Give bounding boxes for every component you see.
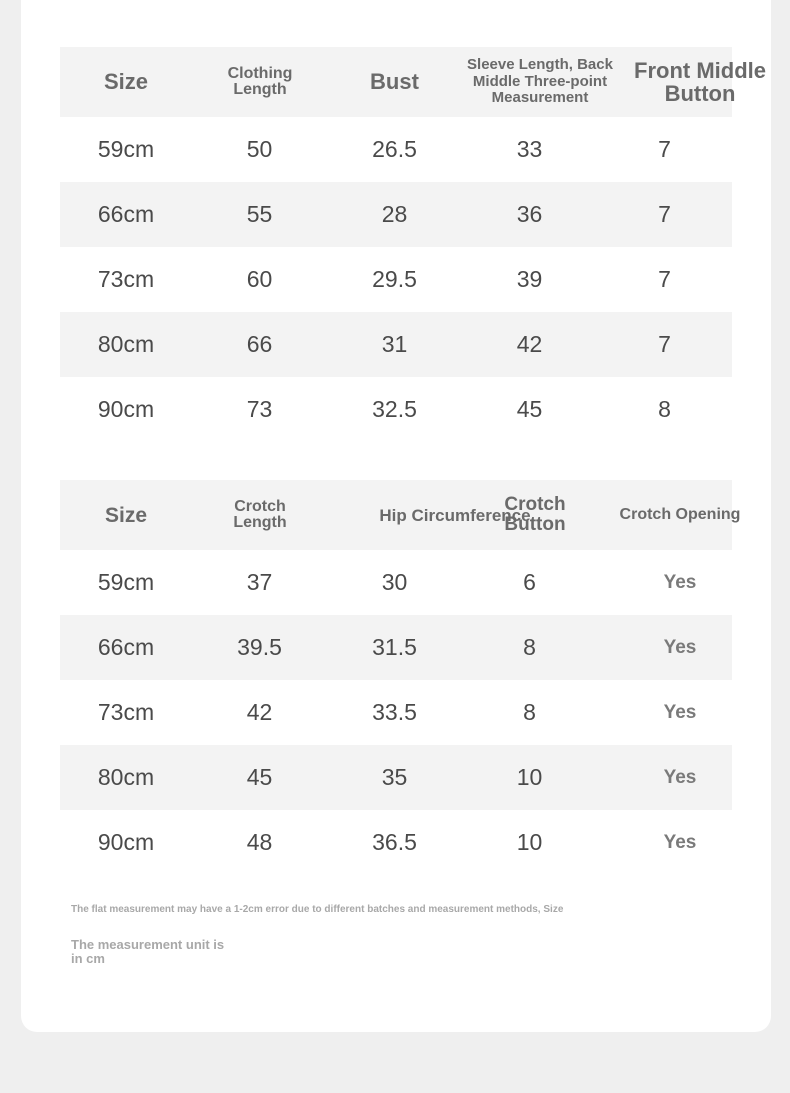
sleeve-length-cell: 33 bbox=[516, 136, 543, 162]
size-cell: 90cm bbox=[97, 829, 155, 855]
table-row bbox=[60, 247, 732, 312]
bust-cell: 26.5 bbox=[372, 136, 417, 162]
crotch-button-cell: 8 bbox=[523, 634, 536, 660]
size-cell: 59cm bbox=[97, 136, 155, 162]
size-cell: 80cm bbox=[97, 764, 155, 790]
bust-cell: 32.5 bbox=[372, 396, 417, 422]
crotch-length-cell: 45 bbox=[246, 764, 273, 790]
bottom-size-table bbox=[60, 480, 741, 875]
header-crotch-button: Crotch Button bbox=[504, 494, 566, 535]
clothing-length-cell: 73 bbox=[246, 396, 273, 422]
front-button-cell: 8 bbox=[658, 396, 671, 422]
crotch-opening-cell: Yes bbox=[663, 766, 697, 788]
measurement-unit-note: The measurement unit is in cm bbox=[71, 937, 225, 966]
crotch-button-cell: 6 bbox=[523, 569, 536, 595]
top-size-table bbox=[60, 47, 766, 442]
sleeve-length-cell: 42 bbox=[516, 331, 543, 357]
size-cell: 90cm bbox=[97, 396, 155, 422]
table-row bbox=[60, 680, 732, 745]
table-header-row bbox=[60, 480, 741, 550]
front-button-cell: 7 bbox=[658, 136, 671, 162]
crotch-length-cell: 48 bbox=[246, 829, 273, 855]
clothing-length-cell: 55 bbox=[246, 201, 273, 227]
crotch-button-cell: 8 bbox=[523, 699, 536, 725]
hip-circumference-cell: 30 bbox=[381, 569, 408, 595]
crotch-button-cell: 10 bbox=[516, 764, 543, 790]
bust-cell: 31 bbox=[381, 331, 408, 357]
size-cell: 59cm bbox=[97, 569, 155, 595]
crotch-button-cell: 10 bbox=[516, 829, 543, 855]
header-bust: Bust bbox=[370, 69, 419, 94]
crotch-length-cell: 37 bbox=[246, 569, 273, 595]
clothing-length-cell: 60 bbox=[246, 266, 273, 292]
header-crotch-length: Crotch Length bbox=[233, 498, 287, 531]
table-row bbox=[60, 377, 732, 442]
table-row bbox=[60, 615, 732, 680]
hip-circumference-cell: 31.5 bbox=[372, 634, 417, 660]
size-cell: 66cm bbox=[97, 201, 155, 227]
size-cell: 80cm bbox=[97, 331, 155, 357]
bust-cell: 29.5 bbox=[372, 266, 417, 292]
front-button-cell: 7 bbox=[658, 331, 671, 357]
front-button-cell: 7 bbox=[658, 201, 671, 227]
sleeve-length-cell: 36 bbox=[516, 201, 543, 227]
table-row bbox=[60, 182, 732, 247]
header-clothing-length: Clothing Length bbox=[227, 65, 293, 98]
header-size: Size bbox=[103, 69, 149, 94]
header-front-middle-button: Front Middle Button bbox=[634, 57, 766, 106]
clothing-length-cell: 50 bbox=[246, 136, 273, 162]
header-size: Size bbox=[104, 503, 148, 527]
table-row bbox=[60, 810, 732, 875]
table-row bbox=[60, 745, 732, 810]
size-cell: 66cm bbox=[97, 634, 155, 660]
front-button-cell: 7 bbox=[658, 266, 671, 292]
hip-circumference-cell: 35 bbox=[381, 764, 408, 790]
table-row bbox=[60, 312, 732, 377]
bust-cell: 28 bbox=[381, 201, 408, 227]
crotch-opening-cell: Yes bbox=[663, 636, 697, 658]
table-header-row bbox=[60, 47, 766, 117]
measurement-error-note: The flat measurement may have a 1-2cm error due to different batches and measurement methods, Size bbox=[71, 904, 564, 915]
header-sleeve-length: Sleeve Length, Back Middle Three-point Measurement bbox=[467, 55, 613, 107]
crotch-opening-cell: Yes bbox=[663, 701, 697, 723]
crotch-length-cell: 42 bbox=[246, 699, 273, 725]
size-cell: 73cm bbox=[97, 266, 155, 292]
sleeve-length-cell: 45 bbox=[516, 396, 543, 422]
header-crotch-opening: Crotch Opening bbox=[619, 506, 741, 523]
hip-circumference-cell: 36.5 bbox=[372, 829, 417, 855]
header-hip-circumference: Hip Circumference bbox=[379, 505, 531, 525]
crotch-opening-cell: Yes bbox=[663, 831, 697, 853]
clothing-length-cell: 66 bbox=[246, 331, 273, 357]
size-cell: 73cm bbox=[97, 699, 155, 725]
hip-circumference-cell: 33.5 bbox=[372, 699, 417, 725]
sleeve-length-cell: 39 bbox=[516, 266, 543, 292]
crotch-opening-cell: Yes bbox=[663, 571, 697, 593]
table-row bbox=[60, 117, 732, 182]
crotch-length-cell: 39.5 bbox=[237, 634, 282, 660]
table-row bbox=[60, 550, 732, 615]
